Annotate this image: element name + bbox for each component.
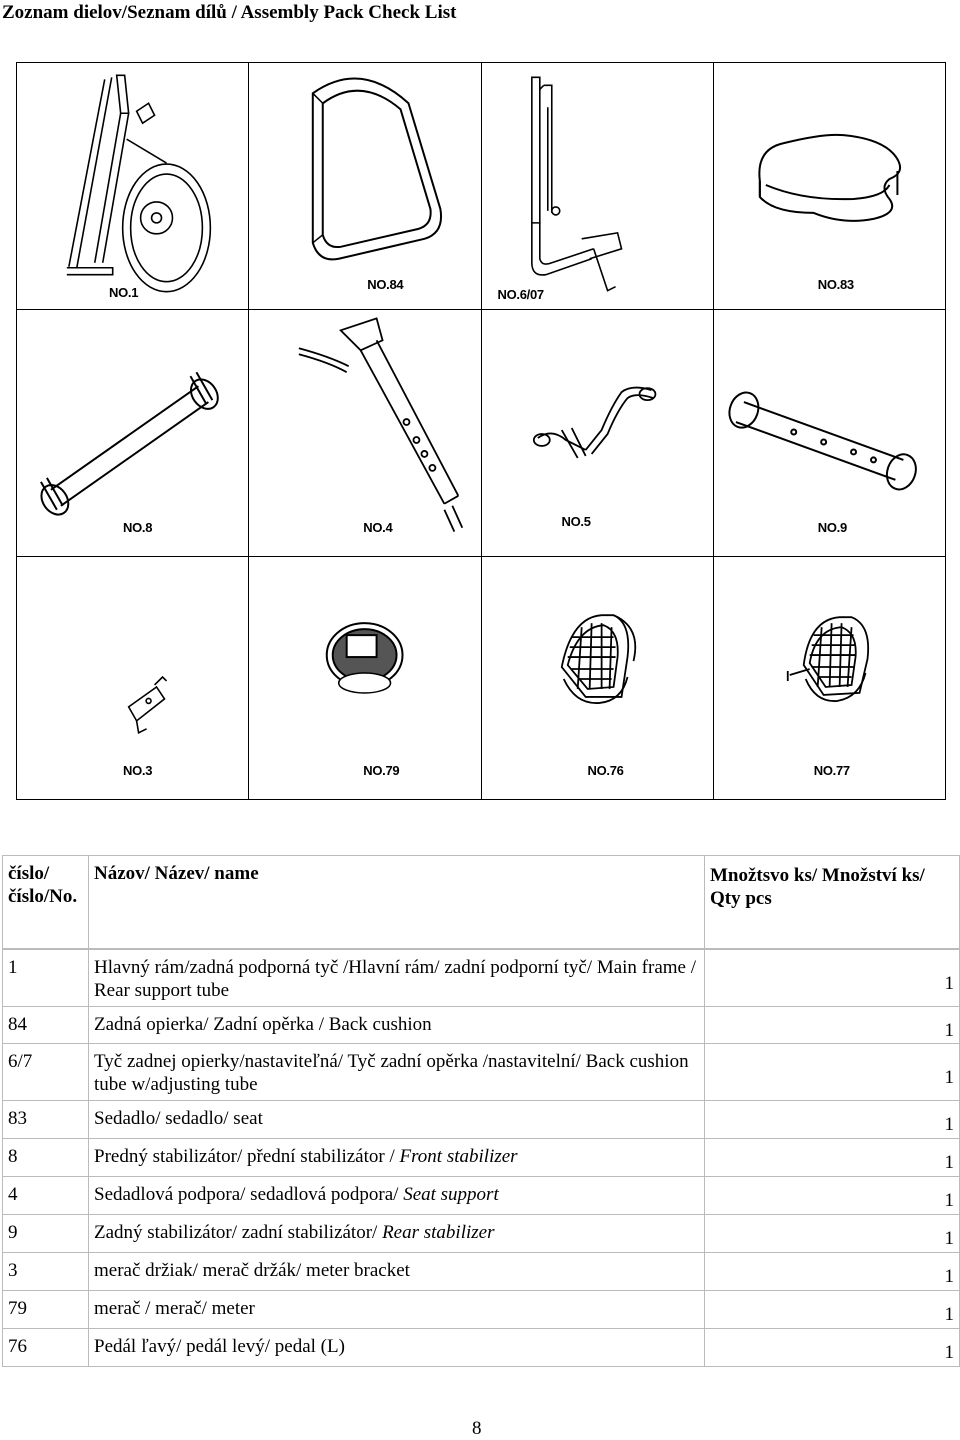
- page-title: Zoznam dielov/Seznam dílů / Assembly Pack Check List: [2, 2, 457, 23]
- part-cell-9: [713, 310, 945, 557]
- part-label: NO.8: [123, 520, 153, 535]
- row-qty: 1: [705, 1329, 960, 1367]
- row-number: 4: [3, 1177, 89, 1215]
- row-number: 6/7: [3, 1044, 89, 1101]
- part-cell-77: [713, 557, 945, 800]
- part-label: NO.1: [109, 285, 139, 300]
- row-qty: 1: [705, 1177, 960, 1215]
- table-row: [3, 1044, 960, 1101]
- part-label: NO.79: [363, 763, 400, 778]
- row-qty: 1: [705, 1007, 960, 1044]
- part-cell-8: [17, 310, 249, 557]
- parts-list: [2, 855, 959, 1367]
- part-label: NO.9: [817, 520, 847, 535]
- row-name-text: Tyč zadnej opierky/nastaviteľná/ Tyč zadní opěrka /nastavitelní/ Back cushion tube w/adjusting tube: [94, 1051, 689, 1095]
- row-name-text: Zadná opierka/ Zadní opěrka / Back cushion: [94, 1014, 432, 1035]
- part-cell-3: [17, 557, 249, 800]
- part-cell-5: [481, 310, 713, 557]
- row-number: 79: [3, 1291, 89, 1329]
- part-cell-84: [249, 63, 481, 310]
- row-name-text: Sedadlová podpora/ sedadlová podpora/: [94, 1184, 404, 1205]
- part-label: NO.83: [817, 277, 854, 292]
- part-label: NO.5: [561, 514, 591, 529]
- row-name-text: Sedadlo/ sedadlo/ seat: [94, 1108, 263, 1129]
- row-number: 1: [3, 950, 89, 1007]
- row-name-english: Rear stabilizer: [382, 1222, 495, 1243]
- row-name-text: merač držiak/ merač držák/ meter bracket: [94, 1260, 410, 1281]
- row-name: [89, 1139, 705, 1177]
- row-name: [89, 1215, 705, 1253]
- table-header-row: [3, 856, 960, 949]
- row-name: [89, 1007, 705, 1044]
- table-row: [3, 1139, 960, 1177]
- row-number: 3: [3, 1253, 89, 1291]
- table-row: [3, 1007, 960, 1044]
- page-number: 8: [472, 1418, 482, 1439]
- row-qty: 1: [705, 1215, 960, 1253]
- table-row: [3, 1177, 960, 1215]
- row-qty: 1: [705, 950, 960, 1007]
- part-label: NO.76: [587, 763, 624, 778]
- row-number: 76: [3, 1329, 89, 1367]
- row-name: [89, 1253, 705, 1291]
- table-row: [3, 1215, 960, 1253]
- part-label: NO.77: [813, 763, 850, 778]
- row-name-text: Predný stabilizátor/ přední stabilizátor /: [94, 1146, 400, 1167]
- row-name: [89, 1044, 705, 1101]
- table-row: [3, 1329, 960, 1367]
- table-row: [3, 1291, 960, 1329]
- row-number: 84: [3, 1007, 89, 1044]
- row-qty: 1: [705, 1101, 960, 1139]
- row-number: 8: [3, 1139, 89, 1177]
- parts-diagram-grid: [16, 62, 946, 796]
- part-cell-83: [713, 63, 945, 310]
- row-name-english: Front stabilizer: [399, 1146, 518, 1167]
- row-name: [89, 950, 705, 1007]
- row-name: [89, 1291, 705, 1329]
- table-row: [3, 1101, 960, 1139]
- col-header-no: číslo/číslo/No.: [3, 856, 89, 949]
- row-qty: 1: [705, 1291, 960, 1329]
- col-header-qty: Množtsvo ks/ Množství ks/ Qty pcs: [705, 856, 960, 949]
- seat-drawing: [714, 63, 945, 309]
- part-label: NO.6/07: [497, 287, 544, 302]
- parts-list-rows: [2, 949, 960, 1367]
- part-cell-6-07: [481, 63, 713, 310]
- part-label: NO.84: [367, 277, 404, 292]
- row-name: [89, 1329, 705, 1367]
- handlebar-drawing: [482, 310, 713, 556]
- row-name: [89, 1101, 705, 1139]
- table-row: [3, 1253, 960, 1291]
- row-qty: 1: [705, 1044, 960, 1101]
- row-qty: 1: [705, 1139, 960, 1177]
- part-cell-79: [249, 557, 481, 800]
- col-header-name: Názov/ Název/ name: [89, 856, 705, 949]
- row-name: [89, 1177, 705, 1215]
- back-cushion-drawing: [249, 63, 480, 309]
- row-name-text: Zadný stabilizátor/ zadní stabilizátor/: [94, 1222, 383, 1243]
- row-name-text: Pedál ľavý/ pedál levý/ pedal (L): [94, 1336, 345, 1357]
- row-number: 9: [3, 1215, 89, 1253]
- table-row: [3, 950, 960, 1007]
- row-name-english: Seat support: [403, 1184, 499, 1205]
- part-label: NO.3: [123, 763, 153, 778]
- row-number: 83: [3, 1101, 89, 1139]
- main-frame-drawing: [17, 63, 248, 309]
- row-name-text: Hlavný rám/zadná podporná tyč /Hlavní rám/ zadní podporní tyč/ Main frame / Rear support tube: [94, 957, 697, 1001]
- row-name-text: merač / merač/ meter: [94, 1298, 255, 1319]
- back-cushion-tube-drawing: [482, 63, 713, 309]
- part-cell-1: [17, 63, 249, 310]
- row-qty: 1: [705, 1253, 960, 1291]
- part-label: NO.4: [363, 520, 393, 535]
- part-cell-76: [481, 557, 713, 800]
- part-cell-4: [249, 310, 481, 557]
